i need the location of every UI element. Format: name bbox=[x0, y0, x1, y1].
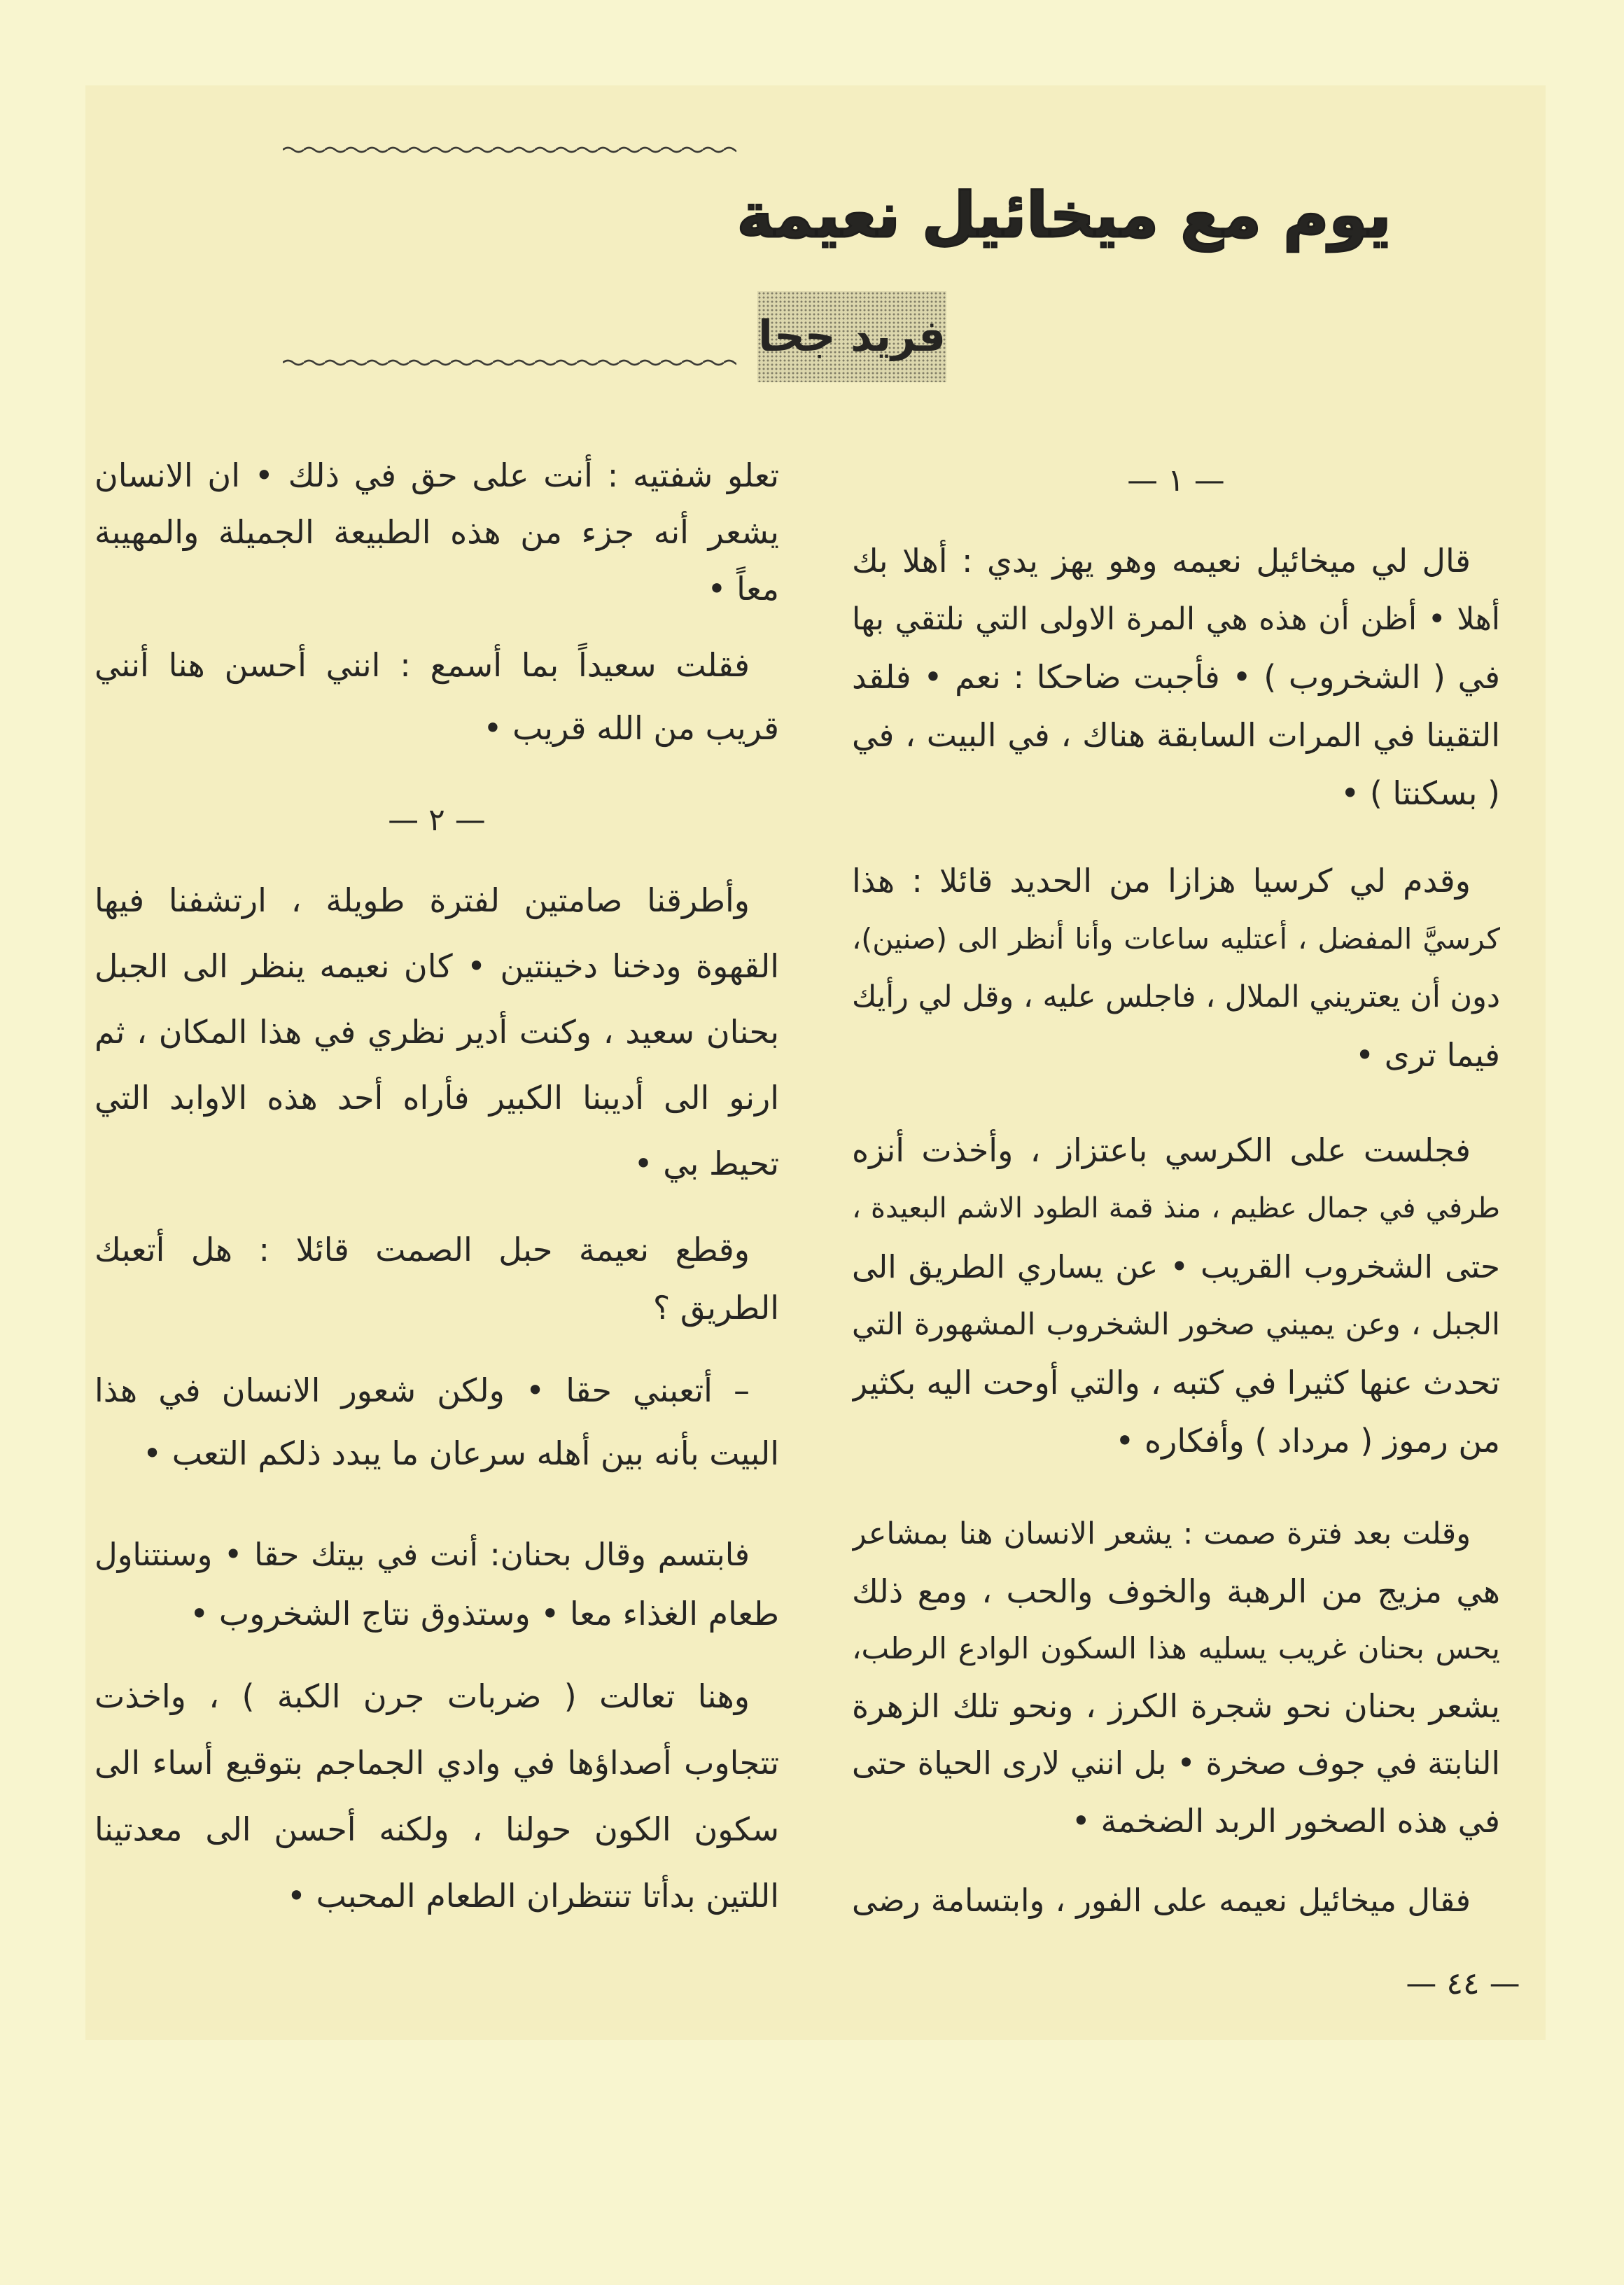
text-line: وقطع نعيمة حبل الصمت قائلا : هل أتعبك bbox=[94, 1231, 750, 1269]
paragraph bbox=[94, 447, 779, 617]
section-marker: — ٢ — bbox=[388, 802, 486, 838]
text-line: تحيط بي • bbox=[634, 1145, 779, 1182]
text-line: فيما ترى • bbox=[1354, 1036, 1500, 1074]
text-line: فقال ميخائيل نعيمه على الفور ، وابتسامة رضى bbox=[852, 1882, 1471, 1919]
text-line: تتجاوب أصداؤها في وادي الجماجم بتوقيع أساء الى bbox=[94, 1744, 779, 1782]
text-line: في ( الشخروب ) • فأجبت ضاحكا : نعم • فلقد bbox=[852, 658, 1500, 696]
text-line: وقدم لي كرسيا هزازا من الحديد قائلا : هذا bbox=[852, 862, 1471, 900]
text-line: حتى الشخروب القريب • عن يساري الطريق الى bbox=[852, 1248, 1500, 1285]
paragraph bbox=[94, 1221, 779, 1337]
text-line: طعام الغذاء معا • وستذوق نتاج الشخروب • bbox=[190, 1595, 779, 1633]
text-line: التقينا في المرات السابقة هناك ، في البيت ، في bbox=[852, 716, 1500, 754]
paragraph bbox=[94, 634, 779, 760]
paragraph bbox=[852, 1871, 1500, 1929]
paragraph bbox=[852, 532, 1500, 823]
text-line: أهلا • أظن أن هذه هي المرة الاولى التي نلتقي بها bbox=[852, 601, 1500, 637]
paragraph bbox=[94, 1525, 779, 1643]
author-name: فريد جحا bbox=[757, 312, 946, 361]
text-line: وقلت بعد فترة صمت : يشعر الانسان هنا بمشاعر bbox=[852, 1516, 1471, 1551]
text-line: فجلست على الكرسي باعتزاز ، وأخذت أنزه bbox=[852, 1131, 1471, 1169]
text-line: الجبل ، وعن يميني صخور الشخروب المشهورة التي bbox=[852, 1307, 1500, 1342]
text-line: البيت بأنه بين أهله سرعان ما يبدد ذلكم التعب • bbox=[142, 1434, 779, 1472]
text-line: من رموز ( مرداد ) وأفكاره • bbox=[1115, 1422, 1500, 1460]
text-line: فقلت سعيداً بما أسمع : انني أحسن هنا أنني bbox=[94, 646, 750, 684]
text-line: قال لي ميخائيل نعيمه وهو يهز يدي : أهلا بك bbox=[852, 542, 1471, 580]
article-title: يوم مع ميخائيل نعيمة bbox=[736, 179, 1392, 251]
text-line: دون أن يعتريني الملال ، فاجلس عليه ، وقل لي رأيك bbox=[852, 979, 1500, 1014]
text-line: النابتة في جوف صخرة • بل انني لارى الحياة حتى bbox=[852, 1745, 1500, 1782]
text-line: اللتين بدأتا تنتظران الطعام المحبب • bbox=[286, 1877, 779, 1915]
text-line: قريب من الله قريب • bbox=[483, 709, 779, 747]
paragraph bbox=[852, 852, 1500, 1084]
text-line: معاً • bbox=[707, 570, 779, 608]
text-line: وهنا تعالت ( ضربات جرن الكبة ) ، واخذت bbox=[94, 1677, 750, 1715]
paragraph bbox=[94, 1359, 779, 1485]
paragraph bbox=[94, 1663, 779, 1929]
text-line: طرفي في جمال عظيم ، منذ قمة الطود الاشم البعيدة ، bbox=[852, 1192, 1500, 1224]
text-line: – أتعبني حقا • ولكن شعور الانسان في هذا bbox=[94, 1371, 750, 1409]
paragraph bbox=[852, 1121, 1500, 1470]
paragraph bbox=[852, 1505, 1500, 1850]
text-line: بحنان سعيد ، وكنت أدير نظري في هذا المكان ، ثم bbox=[94, 1013, 779, 1051]
text-line: يحس بحنان غريب يسليه هذا السكون الوادع الرطب، bbox=[852, 1631, 1500, 1665]
text-line: الطريق ؟ bbox=[652, 1289, 779, 1327]
text-line: يشعر أنه جزء من هذه الطبيعة الجميلة والمهيبة bbox=[94, 513, 779, 551]
page-number: — ٤٤ — bbox=[1406, 1966, 1520, 2001]
text-line: هي مزيج من الرهبة والخوف والحب ، ومع ذلك bbox=[852, 1572, 1500, 1610]
text-line: في هذه الصخور الربد الضخمة • bbox=[1071, 1802, 1500, 1840]
text-line: سكون الكون حولنا ، ولكنه أحسن الى معدتينا bbox=[94, 1810, 779, 1848]
text-line: كرسيَّ المفضل ، أعتليه ساعات وأنا أنظر الى (صنين)، bbox=[852, 922, 1500, 956]
left-column bbox=[94, 0, 779, 2285]
text-line: تحدث عنها كثيرا في كتبه ، والتي أوحت اليه بكثير bbox=[852, 1364, 1500, 1402]
right-column bbox=[852, 0, 1500, 2285]
text-line: القهوة ودخنا دخينتين • كان نعيمه ينظر الى الجبل bbox=[94, 947, 779, 985]
section-marker: — ١ — bbox=[1127, 463, 1225, 498]
paragraph bbox=[94, 867, 779, 1196]
text-line: وأطرقنا صامتين لفترة طويلة ، ارتشفنا فيها bbox=[94, 881, 750, 919]
text-line: ( بسكنتا ) • bbox=[1340, 774, 1500, 812]
text-line: يشعر بحنان نحو شجرة الكرز ، ونحو تلك الزهرة bbox=[852, 1687, 1500, 1725]
text-line: تعلو شفتيه : أنت على حق في ذلك • ان الانسان bbox=[94, 456, 779, 494]
text-line: ارنو الى أديبنا الكبير فأراه أحد هذه الاوابد التي bbox=[94, 1079, 779, 1117]
text-line: فابتسم وقال بحنان: أنت في بيتك حقا • وسنتناول bbox=[94, 1536, 750, 1573]
